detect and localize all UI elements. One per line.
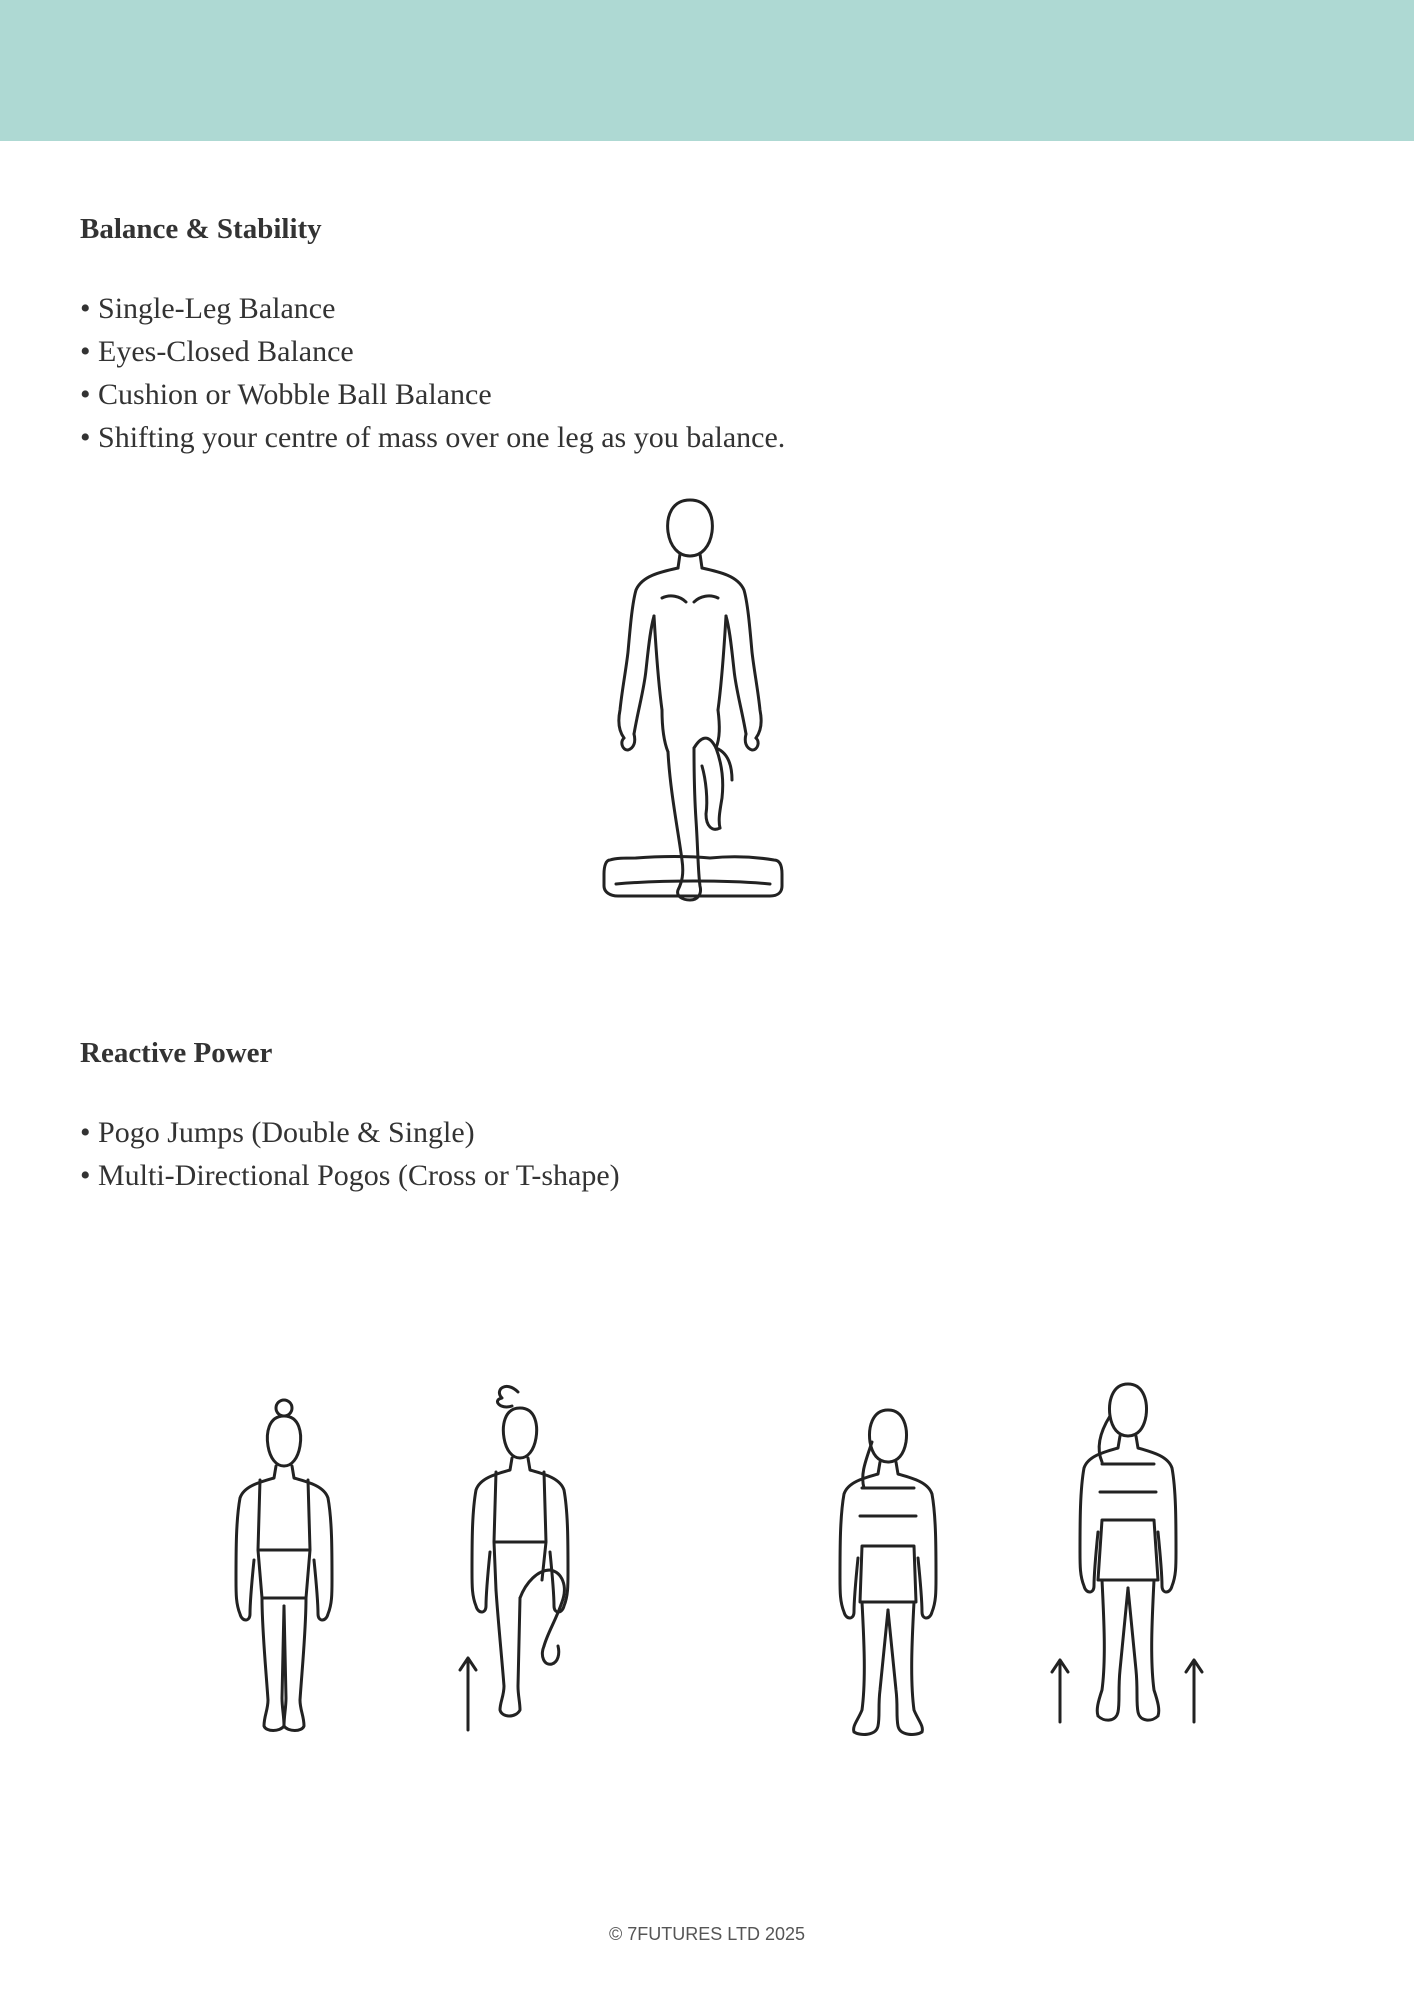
list-item: • Multi-Directional Pogos (Cross or T-shape)	[80, 1158, 620, 1192]
pogo-jumps-illustration	[180, 1370, 1240, 1780]
header-band	[0, 0, 1414, 141]
single-leg-balance-illustration	[560, 480, 820, 920]
list-item: • Cushion or Wobble Ball Balance	[80, 377, 492, 411]
section-heading: Reactive Power	[80, 1037, 273, 1069]
figure-standing-2	[840, 1410, 936, 1734]
figure-knee-raise	[460, 1386, 568, 1730]
section-heading: Balance & Stability	[80, 213, 322, 245]
section-balance-stability	[80, 212, 1340, 459]
list-item: • Single-Leg Balance	[80, 291, 336, 325]
section-reactive-power	[80, 1036, 1340, 1197]
list-item: • Shifting your centre of mass over one leg as you balance.	[80, 420, 786, 454]
figure-standing-1	[236, 1400, 332, 1731]
list-item: • Eyes-Closed Balance	[80, 334, 354, 368]
figure-standing-3	[1052, 1384, 1202, 1722]
bullet-list	[80, 287, 1340, 459]
bullet-list	[80, 1111, 1340, 1197]
list-item: • Pogo Jumps (Double & Single)	[80, 1115, 475, 1149]
footer-copyright: © 7FUTURES LTD 2025	[609, 1924, 805, 1944]
